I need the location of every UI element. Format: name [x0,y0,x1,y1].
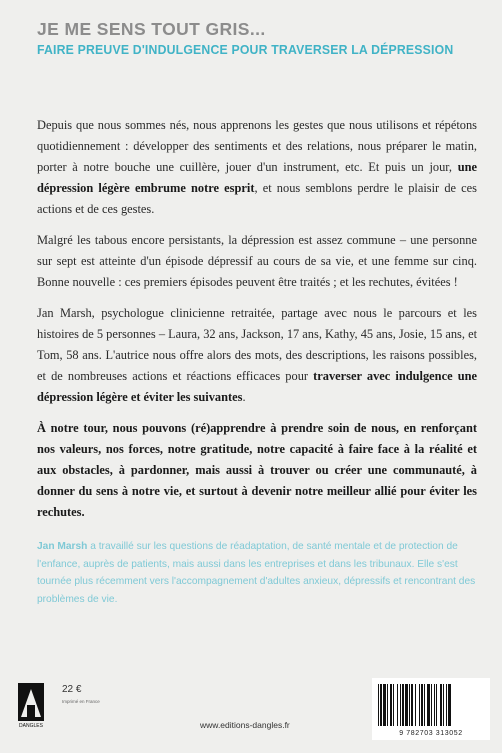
paragraph-4: À notre tour, nous pouvons (ré)apprendre à prendre soin de nous, en renforçant nos valeurs, nos forces, notre gratitude, notre capacité à faire face à la réalité et aux obstacles, à pardonner, mais aussi à trouver ou créer une communauté, à donner du sens à notre vie, et surtout à devenir notre meilleur allié pour éviter les rechutes. [37,421,477,519]
publisher-website: www.editions-dangles.fr [200,720,290,730]
book-title: JE ME SENS TOUT GRIS... [37,19,266,39]
dangles-logo-icon [18,683,44,729]
book-subtitle: FAIRE PREUVE D'INDULGENCE POUR TRAVERSER LA DÉPRESSION [37,42,454,57]
svg-text:DANGLES: DANGLES [19,723,43,729]
paragraph-2: Malgré les tabous encore persistants, la dépression est assez commune – une personne sur sept est atteinte d'un épisode dépressif au cours de sa vie, et une femme sur cinq. Bonne nouvelle : ces premiers épisodes peuvent être traités ; et les rechutes, évitées ! [37,233,477,289]
author-bio: Jan Marsh a travaillé sur les questions de réadaptation, de santé mentale et de protection de l'enfance, auprès de patients, mais aussi dans les entreprises et dans les tribunaux. Elle s'est tournée plus récemment vers l'accompagnement d'adultes anxieux, dépressifs et rencontrant des problèmes de vie. [37,541,476,605]
paragraph-3: Jan Marsh, psychologue clinicienne retraitée, partage avec nous le parcours et les histoires de 5 personnes – Laura, 32 ans, Jackson, 17 ans, Kathy, 45 ans, Josie, 15 ans, et Tom, 58 ans. L'autrice nous offre alors des mots, des descriptions, les raisons possibles, et de nombreuses actions et réactions efficaces pour traverser avec indulgence une dépression légère et éviter les suivantes. [37,306,478,404]
highlight-2: traverser avec indulgence une dépression légère et éviter les suivantes [37,369,477,404]
isbn-number: 9 782703 313052 [399,730,463,737]
printed-in: Imprimé en France [62,699,100,704]
price: 22 € [62,684,82,695]
publisher-logo [18,683,44,729]
paragraph-1: Depuis que nous sommes nés, nous apprenons les gestes que nous utilisons et répétons quotidiennement : développer des sentiments et des relations, nous préparer le matin, porter à notre bouche une cuillère, jouer d'un instrument, etc. Et puis un jour, une dépression légère embrume notre esprit, et nous semblons perdre le plaisir de ces actions et de ces gestes. [37,118,477,216]
highlight-1: une dépression légère embrume notre esprit [37,160,477,195]
back-cover-text [37,115,477,533]
author-name: Jan Marsh [37,541,88,552]
barcode [372,678,490,740]
barcode-icon [378,684,484,726]
